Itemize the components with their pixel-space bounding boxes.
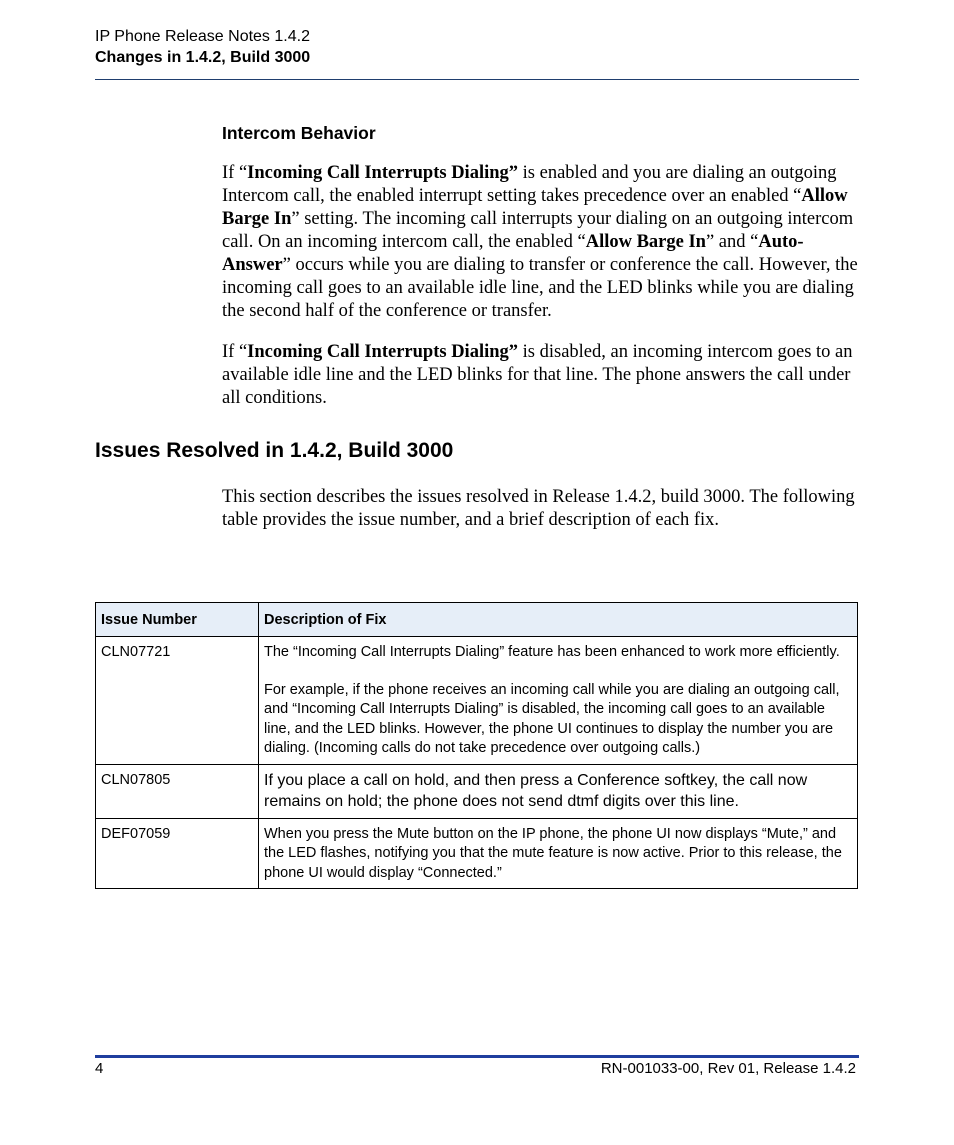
- document-number: RN-001033-00, Rev 01, Release 1.4.2: [600, 1060, 856, 1077]
- issues-intro-paragraph: This section describes the issues resolved in Release 1.4.2, build 3000. The following table provides the issue number, and a brief description of each fix.: [222, 487, 855, 530]
- intercom-paragraph-1: If “Incoming Call Interrupts Dialing” is enabled and you are dialing an outgoing Intercom call, the enabled interrupt setting takes precedence over an enabled “Allow Barge In” setting. The incoming call interrupts your dialing on an outgoing intercom call. On an incoming intercom call, the enabled “Allow Barge In” and “Auto-Answer” occurs while you are dialing to transfer or conference the call. However, the incoming call goes to an available idle line, and the LED blinks while you are dialing the second half of the conference or transfer.: [222, 163, 858, 321]
- setting-auto-answer: Auto-Answer: [222, 232, 804, 275]
- issues-table: [95, 602, 858, 889]
- table-row: [96, 637, 858, 765]
- issue-description: If you place a call on hold, and then press a Conference softkey, the call now remains on hold; the phone does not send dtmf digits over this line.: [259, 764, 858, 818]
- issue-id: CLN07721: [96, 637, 259, 765]
- col-description: Description of Fix: [259, 603, 858, 637]
- setting-allow-barge-in: Allow Barge In: [222, 186, 848, 229]
- document-title: IP Phone Release Notes 1.4.2: [95, 28, 310, 45]
- table-row: [96, 818, 858, 889]
- header-rule: [95, 79, 859, 80]
- footer-rule: [95, 1055, 859, 1058]
- setting-incoming-call-interrupts: Incoming Call Interrupts Dialing”: [247, 163, 519, 183]
- running-header: [95, 27, 859, 69]
- chapter-title: Changes in 1.4.2, Build 3000: [95, 49, 311, 66]
- issue-id: CLN07805: [96, 764, 259, 818]
- issue-id: DEF07059: [96, 818, 259, 889]
- issue-description: The “Incoming Call Interrupts Dialing” feature has been enhanced to work more efficiently. For example, if the phone receives an incoming call while you are dialing an outgoing call, and “Incoming Call Interrupts Dialing” is disabled, the incoming call goes to an available line, and the LED blinks. However, the phone UI continues to display the number you are dialing. (Incoming calls do not take precedence over outgoing calls.): [259, 637, 858, 765]
- setting-allow-barge-in-2: Allow Barge In: [585, 232, 706, 252]
- table-row: [96, 764, 858, 818]
- setting-incoming-call-interrupts-2: Incoming Call Interrupts Dialing”: [247, 342, 519, 362]
- intercom-paragraph-2: If “Incoming Call Interrupts Dialing” is disabled, an incoming intercom goes to an available idle line and the LED blinks for that line. The phone answers the call under all conditions.: [222, 342, 853, 408]
- page-number: 4: [95, 1060, 104, 1077]
- issues-resolved-heading: Issues Resolved in 1.4.2, Build 3000: [95, 439, 454, 462]
- issue-description: When you press the Mute button on the IP phone, the phone UI now displays “Mute,” and the LED flashes, notifying you that the mute feature is now active. Prior to this release, the phone UI would display “Connected.”: [259, 818, 858, 889]
- intercom-heading: Intercom Behavior: [222, 123, 376, 143]
- col-issue-number: Issue Number: [96, 603, 259, 637]
- table-header-row: [96, 603, 858, 637]
